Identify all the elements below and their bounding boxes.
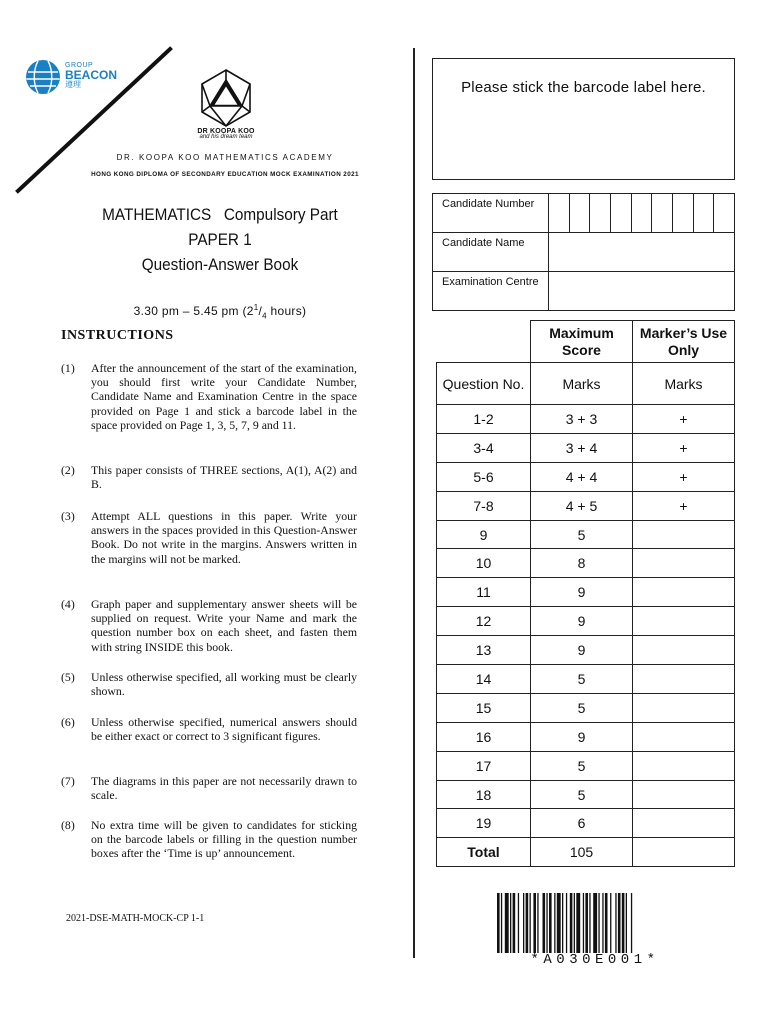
koopa-logo-name: DR KOOPA KOO [197, 128, 255, 135]
max-score: 9 [531, 578, 633, 607]
examination-centre-label: Examination Centre [433, 272, 549, 311]
marker-score [633, 665, 735, 694]
barcode-bar [598, 893, 599, 953]
table-row [437, 549, 735, 578]
instruction-text: Unless otherwise specified, numerical answers should be either exact or correct to 3 significant figures. [91, 715, 357, 744]
barcode-bar [537, 893, 538, 953]
marker-score: + [633, 462, 735, 491]
candidate-number-box[interactable] [631, 194, 652, 233]
question-number: 15 [437, 693, 531, 722]
score-table [436, 320, 735, 867]
candidate-name-label: Candidate Name [433, 233, 549, 272]
max-score: 5 [531, 693, 633, 722]
marker-score [633, 549, 735, 578]
barcode-sticker-box [432, 58, 735, 180]
maximum-score-header: Maximum Score [531, 321, 633, 363]
max-score: 9 [531, 722, 633, 751]
candidate-number-box[interactable] [693, 194, 714, 233]
beacon-name: BEACON [65, 68, 118, 82]
barcode-bar [546, 893, 547, 953]
barcode-bar [585, 893, 588, 953]
instruction-number: (2) [61, 463, 75, 477]
barcode-bar [593, 893, 597, 953]
marker-score: + [633, 491, 735, 520]
instruction-item [61, 509, 357, 566]
instruction-item [61, 361, 357, 432]
marker-score [633, 520, 735, 549]
question-number: 18 [437, 780, 531, 809]
table-row [437, 462, 735, 491]
question-no-header: Question No. [437, 363, 531, 405]
candidate-number-box[interactable] [569, 194, 590, 233]
question-number: 17 [437, 751, 531, 780]
koopa-koo-logo [188, 66, 264, 150]
marks-header: Marks [531, 363, 633, 405]
question-number: 10 [437, 549, 531, 578]
total-label: Total [437, 838, 531, 867]
barcode-bar [589, 893, 590, 953]
table-row [437, 693, 735, 722]
barcode-bar [526, 893, 529, 953]
barcode-bar [602, 893, 603, 953]
instruction-item [61, 463, 357, 491]
marker-score [633, 578, 735, 607]
koopa-logo-sub: and his dream team [199, 134, 253, 140]
candidate-number-label: Candidate Number [433, 194, 549, 233]
barcode-bar [510, 893, 511, 953]
table-row [437, 809, 735, 838]
marker-use-header: Marker’s Use Only [633, 321, 735, 363]
instruction-text: After the announcement of the start of the examination, you should first write your Candidate Number, Candidate Name and Examination Centre in the space provided on Page 1 and stick a barcode label in the space provided on Page 1, 3, 5, 7, 9 and 11. [91, 361, 357, 432]
max-score: 6 [531, 809, 633, 838]
marker-score [633, 722, 735, 751]
instruction-number: (3) [61, 509, 75, 523]
barcode-bar [497, 893, 500, 953]
question-number: 14 [437, 665, 531, 694]
max-score: 8 [531, 549, 633, 578]
instruction-number: (8) [61, 818, 75, 832]
barcode-bar [501, 893, 502, 953]
max-score: 9 [531, 636, 633, 665]
instruction-number: (1) [61, 361, 75, 375]
marker-score [633, 636, 735, 665]
barcode-bar [562, 893, 563, 953]
paper-title: PAPER 1 [188, 230, 252, 249]
table-row [437, 780, 735, 809]
table-row [437, 665, 735, 694]
max-score: 4 + 5 [531, 491, 633, 520]
barcode-bar [605, 893, 608, 953]
barcode-bar [543, 893, 546, 953]
beacon-chinese-name: 遵理 [65, 80, 81, 89]
time-prefix: 3.30 pm – 5.45 pm (2 [133, 304, 254, 318]
question-number: 13 [437, 636, 531, 665]
subject-title [76, 205, 364, 225]
barcode-bar [523, 893, 524, 953]
barcode-bar [566, 893, 567, 953]
barcode-bar [622, 893, 625, 953]
table-row [437, 636, 735, 665]
candidate-number-box[interactable] [590, 194, 611, 233]
barcode-bar [583, 893, 584, 953]
time-frac-num: 1 [253, 303, 259, 312]
max-score: 3 + 3 [531, 405, 633, 434]
table-row [437, 520, 735, 549]
instruction-item [61, 670, 357, 698]
marker-score [633, 809, 735, 838]
candidate-number-box[interactable] [548, 194, 569, 233]
barcode-bar [513, 893, 516, 953]
max-score: 4 + 4 [531, 462, 633, 491]
candidate-number-box[interactable] [652, 194, 673, 233]
question-number: 5-6 [437, 462, 531, 491]
marker-score [633, 751, 735, 780]
instruction-item [61, 597, 357, 654]
question-number: 11 [437, 578, 531, 607]
max-score: 9 [531, 607, 633, 636]
candidate-number-box[interactable] [672, 194, 693, 233]
barcode-bar [530, 893, 531, 953]
barcode-bar [554, 893, 555, 953]
subject-part: Compulsory Part [223, 205, 338, 224]
marker-score: + [633, 433, 735, 462]
question-number: 9 [437, 520, 531, 549]
barcode-bar [618, 893, 621, 953]
instruction-text: No extra time will be given to candidates for sticking on the barcode labels or filling in the question number boxes after the ‘Time is up’ announcement. [91, 818, 357, 861]
barcode [497, 893, 693, 953]
barcode-sticker-label: Please stick the barcode label here. [461, 79, 706, 96]
instruction-item [61, 818, 357, 861]
marker-score [633, 693, 735, 722]
candidate-number-box[interactable] [610, 194, 631, 233]
max-score: 5 [531, 520, 633, 549]
examination-centre-field[interactable] [548, 272, 734, 311]
table-row [437, 607, 735, 636]
question-number: 16 [437, 722, 531, 751]
barcode-bar [557, 893, 561, 953]
instruction-text: Graph paper and supplementary answer sheets will be supplied on request. Write your Name and mark the question number box on each sheet, and fasten them with string INSIDE this book. [91, 597, 357, 654]
time-suffix: hours) [266, 304, 307, 318]
marker-score: + [633, 405, 735, 434]
total-value: 105 [531, 838, 633, 867]
beacon-group-label: GROUP [65, 62, 94, 69]
table-row [437, 433, 735, 462]
total-row [437, 838, 735, 867]
icosahedron-icon [194, 66, 258, 130]
book-title: Question-Answer Book [141, 255, 299, 274]
time-frac-den: 4 [262, 311, 267, 321]
barcode-bar [518, 893, 519, 953]
barcode-bar [549, 893, 552, 953]
table-row [437, 578, 735, 607]
barcode-bar [631, 893, 632, 953]
exam-time [60, 303, 380, 320]
paper-code: 2021-DSE-MATH-MOCK-CP 1-1 [66, 913, 205, 924]
marker-score [633, 607, 735, 636]
marker-marks-header: Marks [633, 363, 735, 405]
academy-name: DR. KOOPA KOO MATHEMATICS ACADEMY [116, 153, 334, 162]
group-beacon-logo [24, 58, 117, 96]
question-number: 19 [437, 809, 531, 838]
instruction-number: (4) [61, 597, 75, 611]
instruction-text: Attempt ALL questions in this paper. Write your answers in the spaces provided in this Question-Answer Book. Do not write in the margins. Answers written in the margins will not be marked. [91, 509, 357, 566]
question-number: 3-4 [437, 433, 531, 462]
globe-icon [24, 58, 62, 96]
table-row [437, 751, 735, 780]
instruction-number: (6) [61, 715, 75, 729]
table-row [437, 491, 735, 520]
time-frac-sep: / [258, 304, 263, 318]
max-score: 3 + 4 [531, 433, 633, 462]
barcode-number: *A030E001* [530, 952, 660, 968]
total-marker [633, 838, 735, 867]
max-score: 5 [531, 751, 633, 780]
instruction-text: The diagrams in this paper are not necessarily drawn to scale. [91, 774, 357, 803]
instruction-item [61, 774, 357, 802]
max-score: 5 [531, 665, 633, 694]
instructions-heading: INSTRUCTIONS [61, 328, 174, 343]
question-number: 1-2 [437, 405, 531, 434]
barcode-bar [505, 893, 509, 953]
score-table-corner [437, 321, 531, 363]
barcode-bar [626, 893, 627, 953]
barcode-bar [576, 893, 580, 953]
max-score: 5 [531, 780, 633, 809]
candidate-info-table [432, 193, 735, 311]
question-number: 7-8 [437, 491, 531, 520]
candidate-number-box[interactable] [714, 194, 735, 233]
instruction-number: (7) [61, 774, 75, 788]
instruction-item [61, 715, 357, 743]
table-row [437, 405, 735, 434]
barcode-bar [533, 893, 536, 953]
barcode-bar [610, 893, 611, 953]
page-divider [413, 48, 415, 958]
exam-name: HONG KONG DIPLOMA OF SECONDARY EDUCATION MOCK EXAMINATION 2021 [91, 171, 359, 178]
question-number: 12 [437, 607, 531, 636]
instruction-number: (5) [61, 670, 75, 684]
barcode-bar [615, 893, 616, 953]
subject: MATHEMATICS [102, 205, 212, 224]
candidate-name-field[interactable] [548, 233, 734, 272]
instruction-text: This paper consists of THREE sections, A(1), A(2) and B. [91, 463, 357, 492]
marker-score [633, 780, 735, 809]
table-row [437, 722, 735, 751]
barcode-bar [570, 893, 573, 953]
instruction-text: Unless otherwise specified, all working must be clearly shown. [91, 670, 357, 699]
barcode-bar [574, 893, 575, 953]
